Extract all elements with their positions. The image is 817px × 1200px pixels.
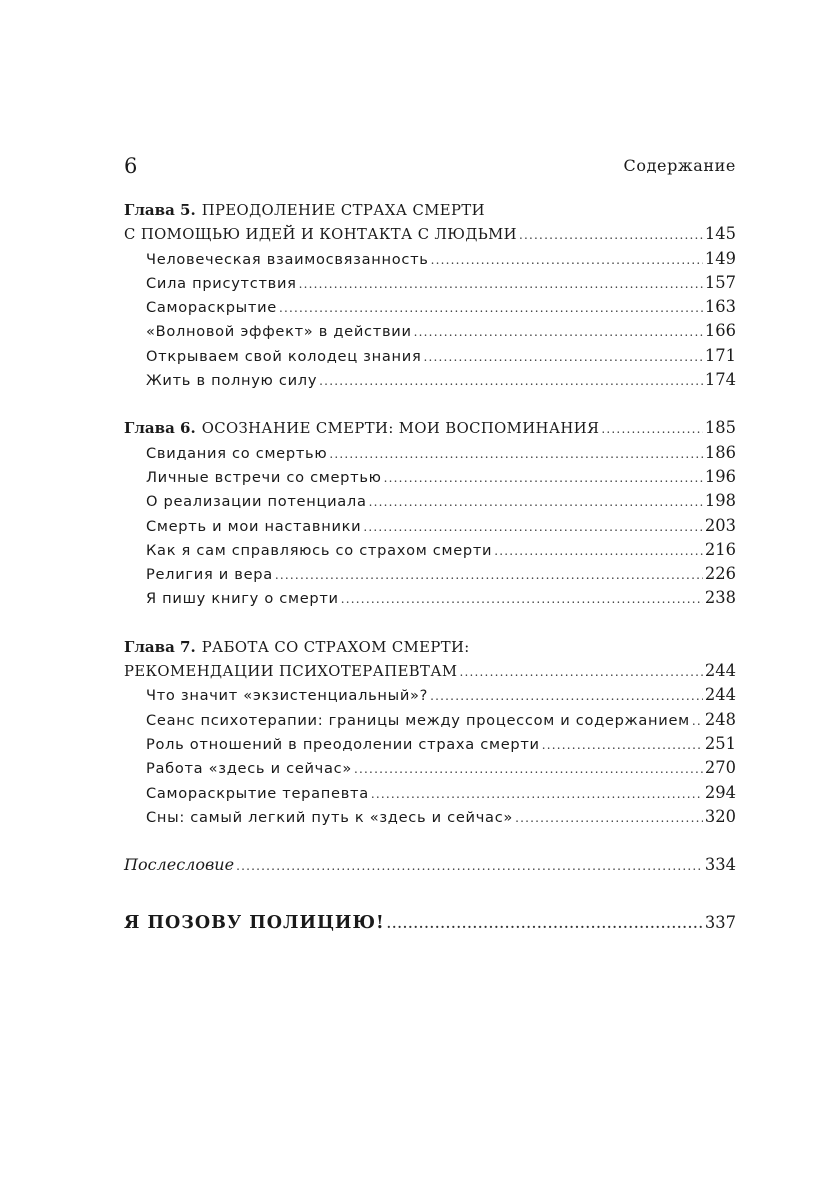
spacer	[124, 879, 736, 913]
page-ref: 185	[704, 418, 736, 438]
toc-entry[interactable]	[124, 491, 736, 515]
page-ref: 248	[704, 709, 736, 729]
spacer	[124, 613, 736, 637]
page-ref: 238	[704, 588, 736, 608]
spacer	[124, 394, 736, 418]
page-ref: 244	[704, 685, 736, 705]
toc-entry[interactable]	[124, 273, 736, 297]
section-title: Работа «здесь и сейчас»	[146, 760, 353, 778]
page-ref: 186	[704, 442, 736, 462]
section-title: Религия и вера	[146, 566, 273, 584]
dot-leader	[414, 325, 703, 339]
section-title: Роль отношений в преодолении страха смерти	[146, 735, 540, 753]
chapter-6-heading[interactable]	[124, 418, 736, 442]
dot-leader	[369, 495, 703, 509]
section-title: Сны: самый легкий путь к «здесь и сейчас»	[146, 808, 514, 826]
chapter-7-heading-line2[interactable]	[124, 661, 736, 685]
dot-leader	[319, 374, 703, 388]
chapter-title: С ПОМОЩЬЮ ИДЕЙ И КОНТАКТА С ЛЮДЬМИ	[124, 226, 517, 244]
page-ref: 196	[704, 466, 736, 486]
afterword-title: Послесловие	[124, 855, 235, 875]
toc-entry[interactable]	[124, 249, 736, 273]
dot-leader	[423, 350, 702, 364]
section-title: Личные встречи со смертью	[146, 468, 382, 486]
dot-leader	[519, 228, 703, 242]
toc-entry[interactable]	[124, 297, 736, 321]
page-ref: 157	[704, 272, 736, 292]
chapter-label: Глава 6.	[124, 419, 196, 438]
toc-entry[interactable]	[124, 321, 736, 345]
page-number: 6	[124, 154, 138, 178]
page-ref: 251	[704, 733, 736, 753]
section-title: Смерть и мои наставники	[146, 517, 362, 535]
chapter-title: ПРЕОДОЛЕНИЕ СТРАХА СМЕРТИ	[201, 202, 485, 219]
dot-leader	[341, 592, 703, 606]
page-ref: 334	[704, 855, 736, 875]
section-title: Человеческая взаимосвязанность	[146, 250, 429, 268]
page-ref: 320	[704, 806, 736, 826]
toc-entry[interactable]	[124, 516, 736, 540]
final-title: Я ПОЗОВУ ПОЛИЦИЮ!	[124, 913, 385, 934]
chapter-label: Глава 5.	[124, 201, 196, 219]
chapter-7-heading-line1[interactable]	[124, 637, 736, 661]
toc-entry[interactable]	[124, 540, 736, 564]
chapter-title: ОСОЗНАНИЕ СМЕРТИ: МОИ ВОСПОМИНАНИЯ	[201, 420, 600, 438]
dot-leader	[371, 787, 703, 801]
section-title: Я пишу книгу о смерти	[146, 590, 339, 608]
toc-entry[interactable]	[124, 734, 736, 758]
chapter-label: Глава 7.	[124, 637, 196, 656]
afterword-entry[interactable]	[124, 855, 736, 879]
page-ref: 163	[704, 297, 736, 317]
toc-entry[interactable]	[124, 807, 736, 831]
dot-leader	[236, 859, 703, 873]
dot-leader	[279, 301, 703, 315]
section-title: Что значит «экзистенциальный»?	[146, 687, 429, 705]
toc-entry[interactable]	[124, 443, 736, 467]
page-ref: 166	[704, 321, 736, 341]
dot-leader	[515, 811, 703, 825]
dot-leader	[354, 762, 703, 776]
page-ref: 145	[704, 224, 736, 244]
page-ref: 203	[704, 515, 736, 535]
dot-leader	[387, 917, 703, 931]
dot-leader	[601, 422, 703, 436]
chapter-5-heading-line2[interactable]	[124, 224, 736, 248]
toc-entry[interactable]	[124, 564, 736, 588]
section-title: Жить в полную силу	[146, 372, 318, 390]
toc-entry[interactable]	[124, 346, 736, 370]
chapter-title: РАБОТА СО СТРАХОМ СМЕРТИ:	[201, 638, 470, 656]
section-title: Открываем свой колодец знания	[146, 347, 422, 365]
page-ref: 149	[704, 248, 736, 268]
toc-entry[interactable]	[124, 588, 736, 612]
dot-leader	[299, 277, 703, 291]
section-title: О реализации потенциала	[146, 493, 367, 511]
page-header	[124, 154, 736, 184]
dot-leader	[692, 714, 703, 728]
toc-entry[interactable]	[124, 783, 736, 807]
toc-entry[interactable]	[124, 370, 736, 394]
chapter-title: РЕКОМЕНДАЦИИ ПСИХОТЕРАПЕВТАМ	[124, 663, 458, 681]
section-title: Свидания со смертью	[146, 444, 328, 462]
dot-leader	[329, 447, 703, 461]
section-title: Сила присутствия	[146, 274, 297, 292]
section-title: Самораскрытие терапевта	[146, 784, 369, 802]
page-ref: 198	[704, 491, 736, 511]
spacer	[124, 831, 736, 855]
dot-leader	[275, 568, 703, 582]
page-ref: 171	[704, 345, 736, 365]
dot-leader	[494, 544, 703, 558]
page-ref: 226	[704, 564, 736, 584]
page-ref: 294	[704, 782, 736, 802]
section-title: Самораскрытие	[146, 299, 277, 317]
dot-leader	[542, 738, 703, 752]
toc-entry[interactable]	[124, 467, 736, 491]
final-entry[interactable]	[124, 913, 736, 943]
dot-leader	[459, 665, 702, 679]
dot-leader	[430, 689, 703, 703]
table-of-contents	[124, 200, 736, 943]
running-title: Содержание	[623, 156, 736, 175]
toc-entry[interactable]	[124, 758, 736, 782]
toc-entry[interactable]	[124, 685, 736, 709]
section-title: Сеанс психотерапии: границы между процессом и содержанием	[146, 711, 690, 729]
page-ref: 216	[704, 539, 736, 559]
section-title: Как я сам справляюсь со страхом смерти	[146, 541, 493, 559]
page-ref: 270	[704, 758, 736, 778]
dot-leader	[363, 520, 703, 534]
page-ref: 244	[704, 661, 736, 681]
page-ref: 337	[704, 913, 736, 933]
page-ref: 174	[704, 370, 736, 390]
dot-leader	[431, 253, 703, 267]
dot-leader	[384, 471, 703, 485]
toc-entry[interactable]	[124, 710, 736, 734]
section-title: «Волновой эффект» в действии	[146, 323, 412, 341]
chapter-5-heading-line1[interactable]	[124, 200, 736, 224]
